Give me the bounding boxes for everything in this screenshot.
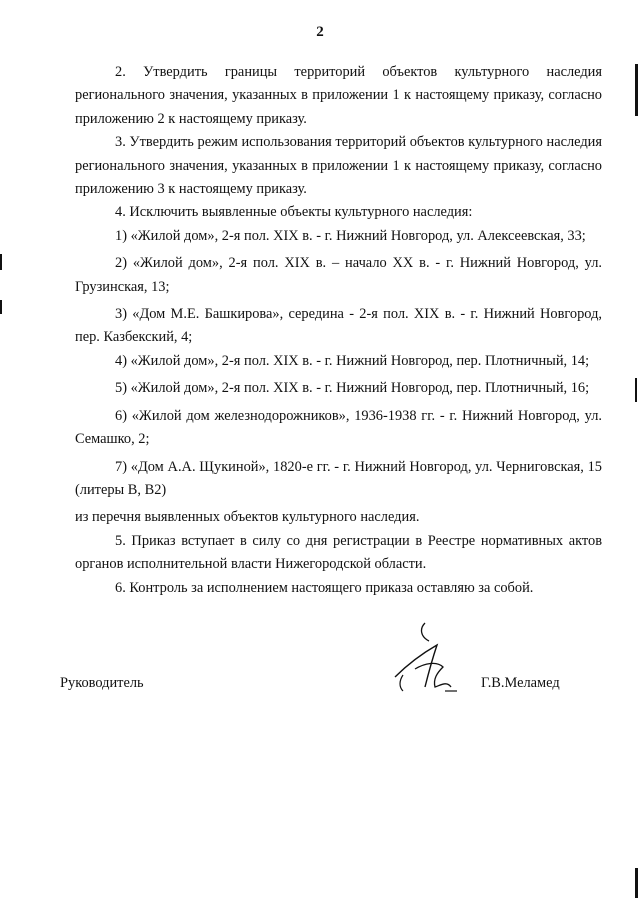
list-item-2: 2) «Жилой дом», 2-я пол. XIX в. – начало XX в. - г. Нижний Новгород, ул. Грузинская, 13; (75, 255, 602, 295)
list-item-5: 5) «Жилой дом», 2-я пол. XIX в. - г. Нижний Новгород, пер. Плотничный, 16; (115, 380, 590, 397)
handwritten-signature (385, 615, 475, 700)
list-item-7: 7) «Дом А.А. Щукиной», 1820-е гг. - г. Нижний Новгород, ул. Черниговская, 15 (литеры В, В2) (75, 458, 602, 498)
paragraph-item-2: 2. Утвердить границы территорий объектов культурного наследия регионального значения, указанных в приложении 1 к настоящему приказу, согласно приложению 2 к настоящему приказу. (75, 64, 602, 127)
signatory-role: Руководитель (60, 675, 144, 691)
paragraph-item-5: 5. Приказ вступает в силу со дня регистрации в Реестре нормативных актов органов исполнительной власти Нижегородской области. (75, 532, 602, 573)
list-item-6: 6) «Жилой дом железнодорожников», 1936-1938 гг. - г. Нижний Новгород, ул. Семашко, 2; (75, 407, 602, 448)
paragraph-item-6: 6. Контроль за исполнением настоящего приказа оставляю за собой. (115, 579, 534, 596)
paragraph-item-3: 3. Утвердить режим использования территорий объектов культурного наследия регионального значения, указанных в приложении 1 к настоящему приказу, согласно приложению 3 к настоящему приказу. (75, 134, 602, 198)
document-body (75, 61, 602, 600)
paragraph-from-list: из перечня выявленных объектов культурного наследия. (75, 509, 420, 526)
signatory-name: Г.В.Меламед (481, 675, 560, 691)
signature-block (0, 610, 640, 720)
scan-edge-mark (635, 64, 638, 116)
scan-edge-mark (0, 300, 2, 314)
page-number: 2 (316, 24, 324, 40)
list-item-3: 3) «Дом М.Е. Башкирова», середина - 2-я пол. XIX в. - г. Нижний Новгород, пер. Казбекский, 4; (75, 306, 602, 346)
paragraph-item-4: 4. Исключить выявленные объекты культурного наследия: (115, 204, 473, 221)
list-item-4: 4) «Жилой дом», 2-я пол. XIX в. - г. Нижний Новгород, пер. Плотничный, 14; (115, 352, 590, 369)
scan-edge-mark (635, 378, 637, 402)
scan-edge-mark (0, 254, 2, 270)
list-item-1: 1) «Жилой дом», 2-я пол. XIX в. - г. Нижний Новгород, ул. Алексеевская, 33; (115, 227, 586, 244)
scan-edge-mark (635, 868, 638, 898)
